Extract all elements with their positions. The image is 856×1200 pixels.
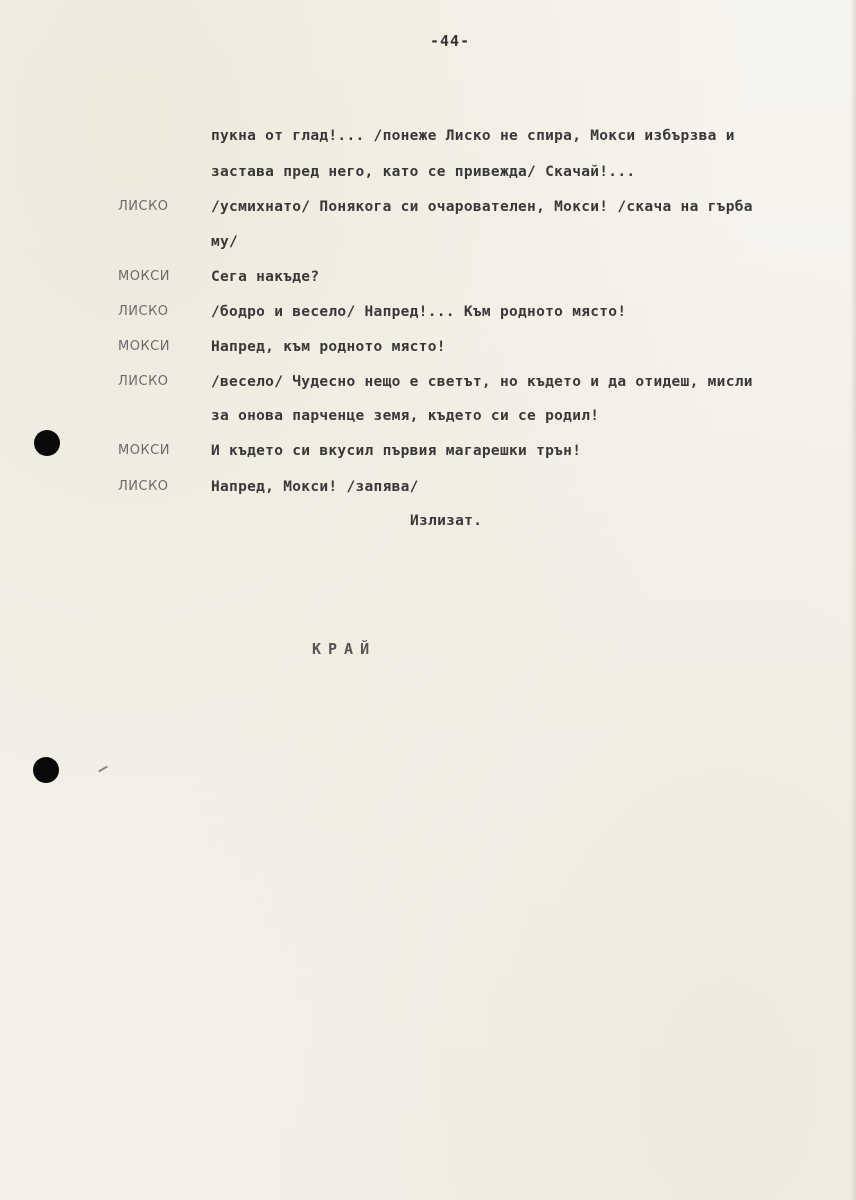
dialogue-row	[0, 234, 856, 264]
dialogue-line: Напред, към родното място!	[211, 339, 446, 355]
dialogue-row	[0, 269, 856, 299]
speaker-name: МОКСИ	[118, 443, 170, 458]
dialogue-row	[0, 374, 856, 404]
dialogue-line: за онова парченце земя, където си се родил!	[211, 408, 600, 424]
dialogue-row	[0, 408, 856, 438]
dialogue-row	[0, 199, 856, 229]
dialogue-row	[0, 164, 856, 194]
dialogue-line: И където си вкусил първия магарешки трън!	[211, 443, 582, 459]
speaker-name: ЛИСКО	[118, 304, 169, 319]
page-number: -44-	[430, 32, 471, 50]
dialogue-line: /усмихнато/ Понякога си очарователен, Мокси! /скача на гърба	[211, 199, 753, 215]
dialogue-line: пукна от глад!... /понеже Лиско не спира, Мокси избързва и	[211, 128, 735, 144]
dialogue-row	[0, 443, 856, 473]
punch-hole-bottom	[33, 757, 59, 783]
punch-hole-top	[34, 430, 60, 456]
speaker-name: МОКСИ	[118, 269, 170, 284]
speaker-name: МОКСИ	[118, 339, 170, 354]
dialogue-row	[0, 479, 856, 509]
pencil-mark	[98, 766, 108, 773]
dialogue-line: /весело/ Чудесно нещо е светът, но където и да отидеш, мисли	[211, 374, 753, 390]
dialogue-line: /бодро и весело/ Напред!... Към родното място!	[211, 304, 627, 320]
end-title: КРАЙ	[312, 640, 377, 658]
dialogue-line: Напред, Мокси! /запява/	[211, 479, 419, 495]
stage-direction-exit: Излизат.	[410, 513, 483, 529]
dialogue-line: застава пред него, като се привежда/ Скачай!...	[211, 164, 636, 180]
page-edge-shade	[850, 0, 856, 1200]
dialogue-line: му/	[211, 234, 239, 250]
dialogue-row	[0, 304, 856, 334]
dialogue-row	[0, 339, 856, 369]
speaker-name: ЛИСКО	[118, 374, 169, 389]
dialogue-row	[0, 128, 856, 158]
speaker-name: ЛИСКО	[118, 199, 169, 214]
speaker-name: ЛИСКО	[118, 479, 169, 494]
dialogue-line: Сега накъде?	[211, 269, 320, 285]
